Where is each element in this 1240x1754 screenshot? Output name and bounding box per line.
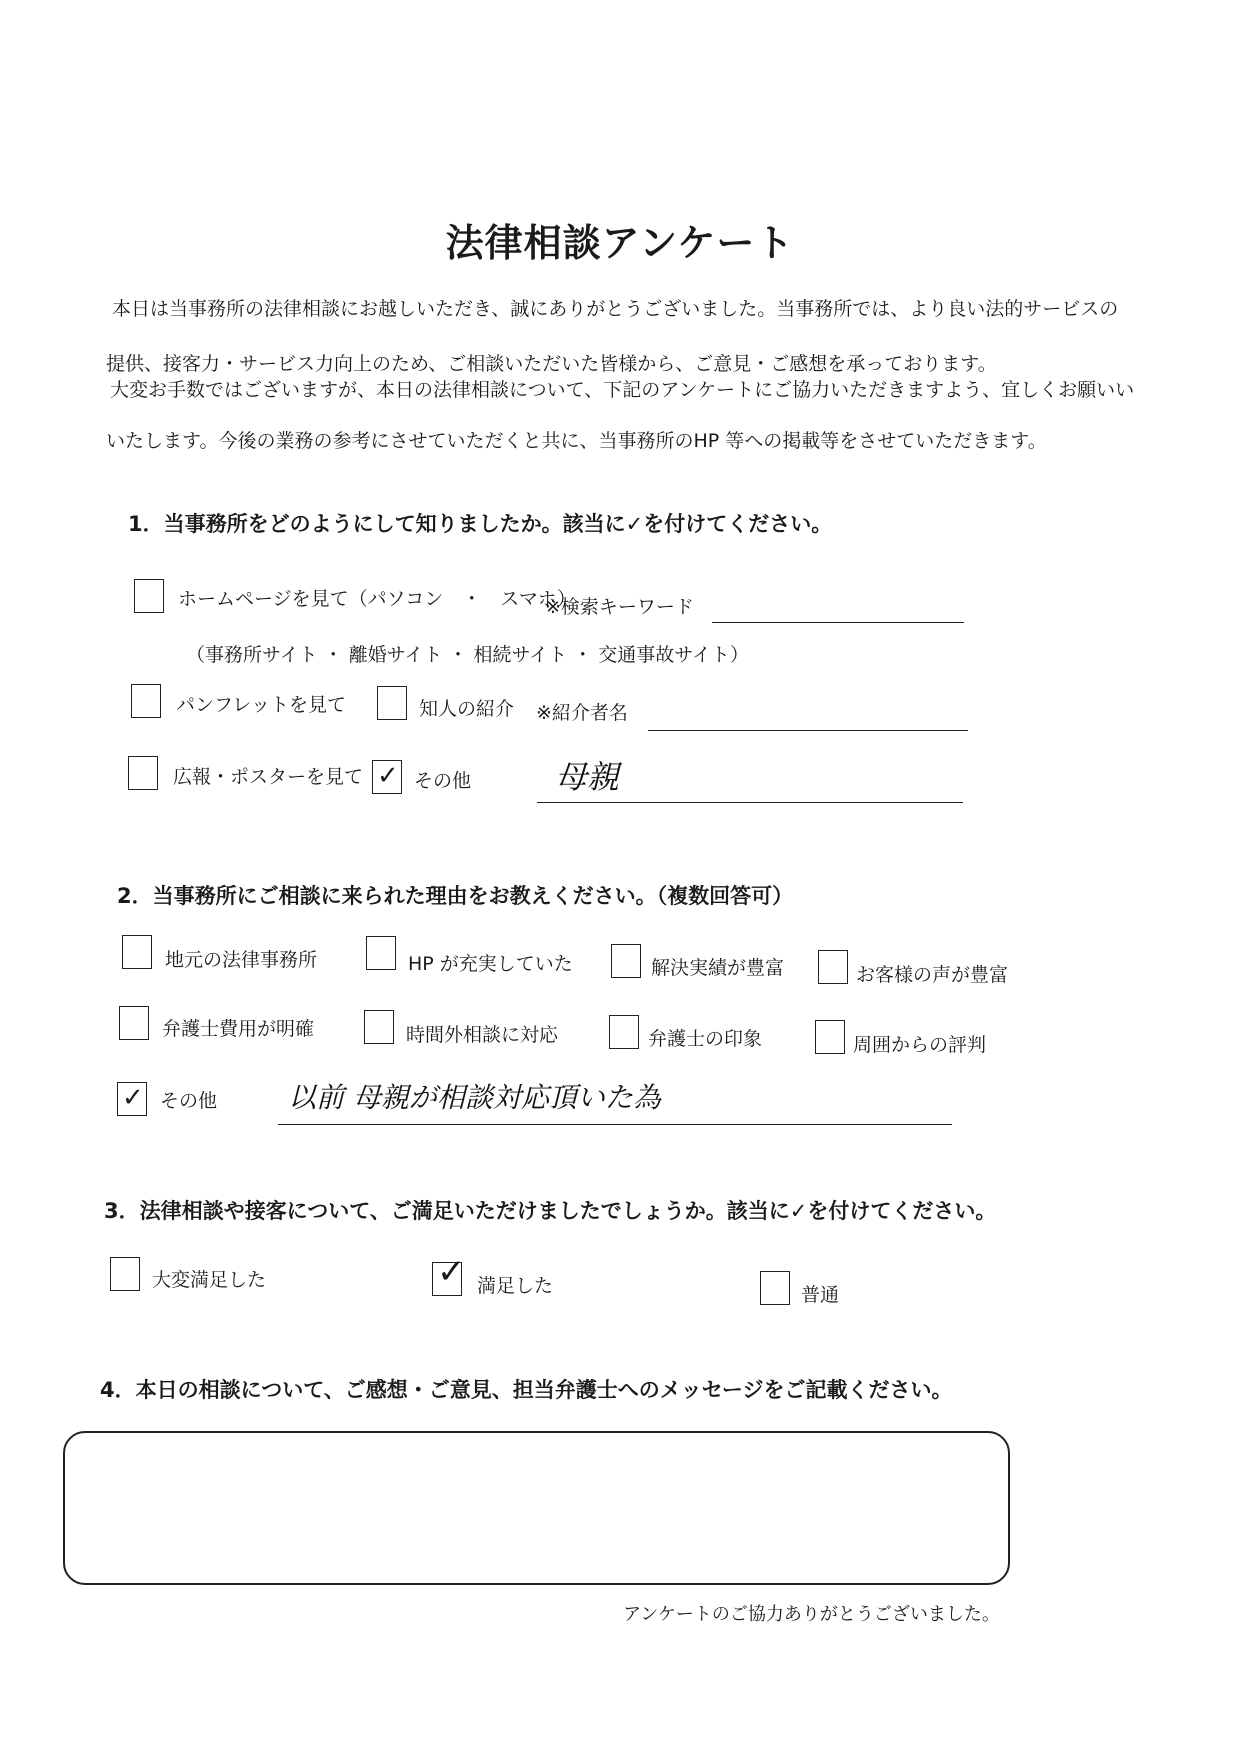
q1-keyword-label: ※検索キーワード <box>545 596 694 618</box>
q1-referral-checkbox[interactable] <box>377 686 407 720</box>
q2-option-checkbox[interactable] <box>815 1020 845 1054</box>
checkmark-icon: ✓ <box>122 1083 144 1113</box>
q2-option-checkbox[interactable] <box>119 1006 149 1040</box>
q2-other-checkbox[interactable] <box>117 1082 147 1116</box>
q3-option-checkbox[interactable] <box>432 1252 466 1296</box>
q1-sites-note: （事務所サイト ・ 離婚サイト ・ 相続サイト ・ 交通事故サイト） <box>186 644 749 666</box>
q1-pamphlet-label: パンフレットを見て <box>176 694 347 716</box>
q2-other-line[interactable] <box>278 1124 952 1125</box>
q4-comment-box[interactable] <box>63 1431 1010 1585</box>
q2-other-label: その他 <box>160 1090 218 1112</box>
q1-other-checkbox[interactable] <box>372 760 402 794</box>
q3-option-label: 大変満足した <box>152 1269 267 1291</box>
q2-option-label: お客様の声が豊富 <box>856 964 1009 986</box>
q2-option-checkbox[interactable] <box>609 1015 639 1049</box>
intro-line-2: 提供、接客力・サービス力向上のため、ご相談いただいた皆様から、ご意見・ご感想を承っております。 <box>106 353 997 375</box>
q1-poster-label: 広報・ポスターを見て <box>173 766 364 788</box>
q3-option-checkbox[interactable] <box>760 1271 790 1305</box>
q2-option-checkbox[interactable] <box>611 944 641 978</box>
q2-option-checkbox[interactable] <box>364 1010 394 1044</box>
q1-referrer-line[interactable] <box>648 730 968 731</box>
q1-referrer-label: ※紹介者名 <box>536 702 628 724</box>
intro-line-1: 本日は当事務所の法律相談にお越しいただき、誠にありがとうございました。当事務所では、より良い法的サービスの <box>112 298 1119 320</box>
q1-other-line[interactable] <box>537 802 963 803</box>
q1-homepage-checkbox[interactable] <box>134 579 164 613</box>
q4-title: 4．本日の相談について、ご感想・ご意見、担当弁護士へのメッセージをご記載ください。 <box>100 1378 953 1402</box>
q2-option-checkbox[interactable] <box>366 936 396 970</box>
q1-pamphlet-checkbox[interactable] <box>131 684 161 718</box>
q3-option-checkbox[interactable] <box>110 1257 140 1291</box>
q2-option-label: 弁護士費用が明確 <box>162 1018 315 1040</box>
q2-option-label: 地元の法律事務所 <box>165 949 318 971</box>
q1-other-handwritten: 母親 <box>555 758 620 796</box>
q3-option-label: 満足した <box>477 1275 554 1297</box>
q1-keyword-line[interactable] <box>712 622 964 623</box>
q2-option-label: 時間外相談に対応 <box>406 1024 559 1046</box>
q2-other-handwritten: 以前 母親が相談対応頂いた為 <box>288 1081 661 1114</box>
q3-title: 3．法律相談や接客について、ご満足いただけましたでしょうか。該当に✓を付けてください。 <box>104 1199 997 1223</box>
q1-title: 1．当事務所をどのようにして知りましたか。該当に✓を付けてください。 <box>128 512 833 536</box>
q2-option-label: HP が充実していた <box>408 953 573 975</box>
q1-referral-label: 知人の紹介 <box>419 698 515 720</box>
q2-option-checkbox[interactable] <box>122 935 152 969</box>
q1-homepage-label: ホームページを見て（パソコン ・ スマホ） <box>178 588 576 610</box>
intro-line-4: いたします。今後の業務の参考にさせていただくと共に、当事務所のHP 等への掲載等をさせていただきます。 <box>106 430 1047 452</box>
q3-option-label: 普通 <box>801 1284 840 1306</box>
q2-option-checkbox[interactable] <box>818 950 848 984</box>
footer-thanks: アンケートのご協力ありがとうございました。 <box>623 1604 1000 1625</box>
intro-line-3: 大変お手数ではございますが、本日の法律相談について、下記のアンケートにご協力いただきますよう、宜しくお願いい <box>110 379 1135 401</box>
q2-option-label: 周囲からの評判 <box>853 1034 987 1056</box>
q2-option-label: 弁護士の印象 <box>648 1028 763 1050</box>
q1-poster-checkbox[interactable] <box>128 756 158 790</box>
q1-other-label: その他 <box>414 770 472 792</box>
checkmark-icon: ✓ <box>377 761 399 791</box>
checkmark-icon: ✓ <box>437 1252 466 1292</box>
q2-title: 2．当事務所にご相談に来られた理由をお教えください。（複数回答可） <box>117 884 794 908</box>
q2-option-label: 解決実績が豊富 <box>651 957 785 979</box>
survey-title: 法律相談アンケート <box>445 221 795 265</box>
